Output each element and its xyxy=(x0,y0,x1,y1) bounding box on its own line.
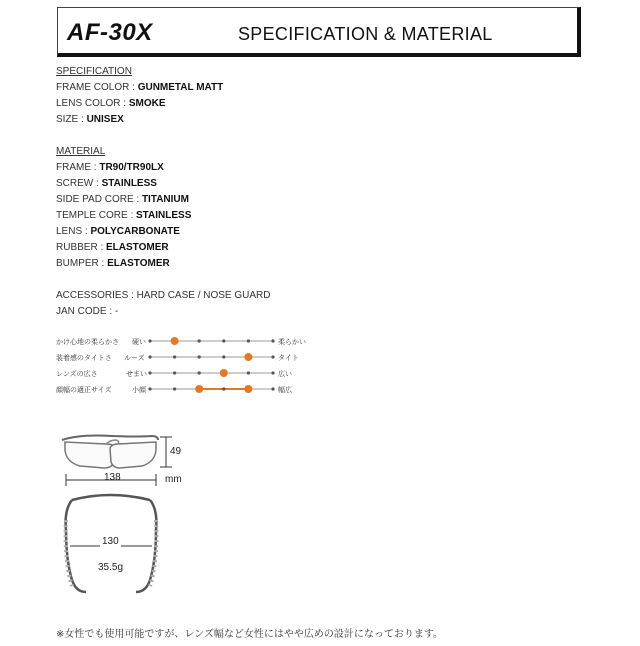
page-title: SPECIFICATION & MATERIAL xyxy=(238,24,493,44)
material-value: TITANIUM xyxy=(141,194,189,205)
material-value: TR90/TR90LX xyxy=(99,162,164,173)
specification-heading: SPECIFICATION xyxy=(56,66,132,77)
material-value: POLYCARBONATE xyxy=(90,226,180,237)
spec-value: UNISEX xyxy=(86,114,124,125)
scale-label-softness: かけ心地の柔らかさ xyxy=(56,339,119,346)
material-label: LENS : xyxy=(56,226,91,237)
spec-value: GUNMETAL MATT xyxy=(137,82,224,93)
spec-label: SIZE : xyxy=(56,114,87,125)
jan-code: JAN CODE : - xyxy=(56,306,119,317)
material-label: BUMPER : xyxy=(56,258,108,269)
scale-high-lens-width: 広い xyxy=(278,371,292,378)
material-value: ELASTOMER xyxy=(106,242,169,253)
scale-label-lens-width: レンズの広さ xyxy=(56,371,98,378)
spec-label: LENS COLOR : xyxy=(56,98,129,109)
front-view-glasses xyxy=(62,436,158,469)
material-value: ELASTOMER xyxy=(107,258,170,269)
scale-label-face-width: 顔幅の適正サイズ xyxy=(56,387,112,394)
scale-high-tightness: タイト xyxy=(278,355,299,362)
scale-low-face-width: 小顔 xyxy=(132,387,146,394)
material-label: RUBBER : xyxy=(56,242,107,253)
spec-value: SMOKE xyxy=(128,98,166,109)
material-label: SCREW : xyxy=(56,178,102,189)
scale-label-tightness: 装着感のタイトさ xyxy=(56,355,112,362)
material-value: STAINLESS xyxy=(136,210,192,221)
material-label: FRAME : xyxy=(56,162,100,173)
lens-width-value: 138 xyxy=(104,472,121,483)
scale-low-tightness: ルーズ xyxy=(124,355,145,362)
weight-value: 35.5g xyxy=(98,562,124,573)
model-name: AF-30X xyxy=(67,19,153,46)
temple-width-value: 130 xyxy=(102,536,119,547)
spec-label: FRAME COLOR : xyxy=(56,82,138,93)
footnote: ※女性でも使用可能ですが、レンズ幅など女性にはやや広めの設計になっております。 xyxy=(56,629,444,640)
scale-low-softness: 硬い xyxy=(132,339,146,346)
material-label: SIDE PAD CORE : xyxy=(56,194,142,205)
scale-low-lens-width: せまい xyxy=(126,371,147,378)
lens-height-value: 49 xyxy=(170,446,182,457)
material-heading: MATERIAL xyxy=(56,146,106,157)
scale-high-softness: 柔らかい xyxy=(278,339,306,346)
material-label: TEMPLE CORE : xyxy=(56,210,137,221)
unit-label: mm xyxy=(165,474,182,485)
accessories: ACCESSORIES : HARD CASE / NOSE GUARD xyxy=(56,290,271,301)
material-value: STAINLESS xyxy=(101,178,157,189)
scale-high-face-width: 幅広 xyxy=(278,387,292,394)
